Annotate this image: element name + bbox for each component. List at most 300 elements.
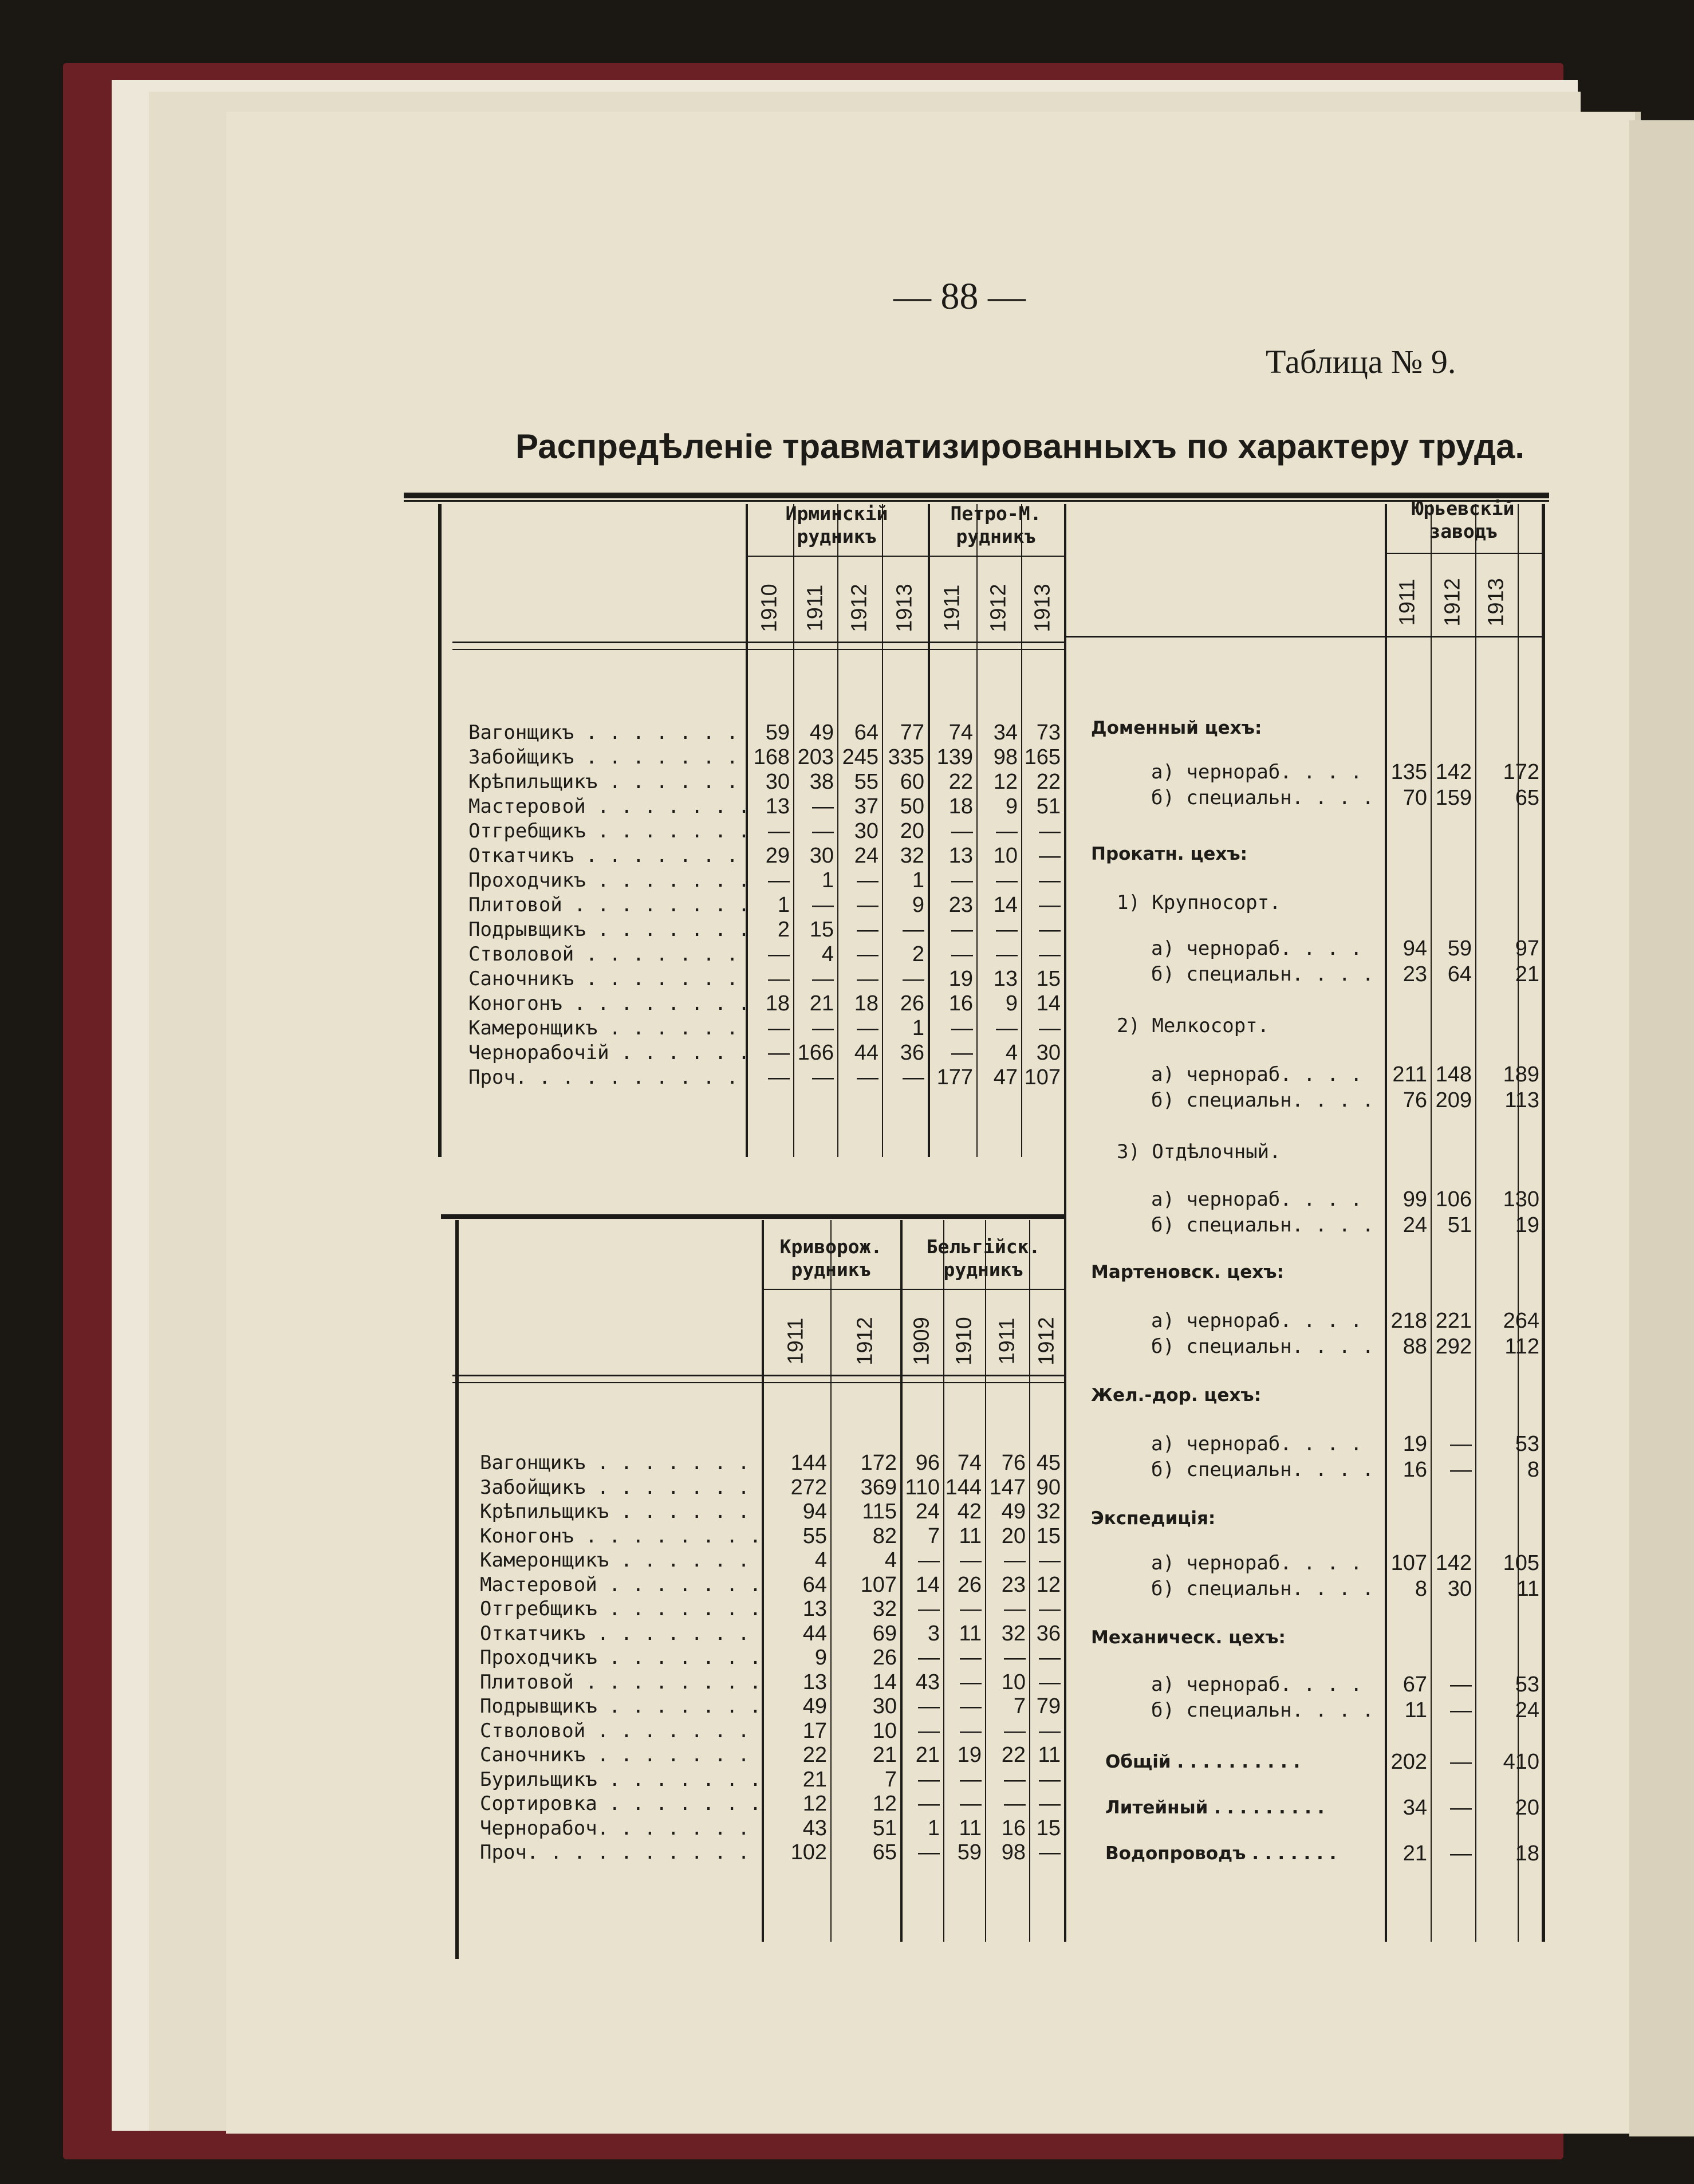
table2-cell: 14 <box>915 1572 940 1597</box>
table2-cell: — <box>960 1548 982 1572</box>
table3-cell: 23 <box>1403 962 1427 986</box>
table3-cell: 19 <box>1515 1213 1539 1237</box>
table2-year: 1912 <box>1034 1317 1058 1366</box>
table2-cell: 26 <box>957 1572 982 1597</box>
table2-cell: 59 <box>957 1840 982 1864</box>
table1-row-label: Проч. . . . . . . . . . <box>468 1066 750 1089</box>
table2-cell: 17 <box>802 1718 827 1743</box>
left-border-lower <box>455 1220 459 1959</box>
table2-cell: 115 <box>862 1500 897 1524</box>
table1-cell: 22 <box>948 770 973 794</box>
table1-group-label: Ирминскій рудникъ <box>785 502 888 548</box>
facing-page <box>1629 120 1694 2136</box>
table1-group-rule <box>746 556 1064 557</box>
right-border <box>1542 504 1545 1942</box>
table1-group-label: Петро-М. рудникъ <box>950 502 1042 548</box>
table2-cell: — <box>918 1548 940 1572</box>
table1-cell: — <box>768 868 790 892</box>
table3-row-label: а) чернораб. . . . <box>1151 1433 1374 1455</box>
table2-cell: 12 <box>1036 1572 1061 1597</box>
table2-cell: 22 <box>802 1743 827 1767</box>
table1-year: 1912 <box>986 584 1011 632</box>
table1-cell: 2 <box>912 942 924 966</box>
table1-cell: 107 <box>1024 1065 1061 1089</box>
table1-cell: 22 <box>1036 770 1061 794</box>
table2-cell: 13 <box>802 1670 827 1694</box>
table2-cell: 11 <box>1038 1743 1061 1767</box>
table1-cell: 29 <box>765 844 790 868</box>
table1-cell: 30 <box>809 844 834 868</box>
table1-cell: 14 <box>1036 991 1061 1016</box>
table2-cell: 44 <box>802 1621 827 1646</box>
table2-cell: 16 <box>1001 1816 1026 1840</box>
table2-year: 1909 <box>909 1317 933 1366</box>
table3-row-label: Экспедиція: <box>1091 1508 1216 1529</box>
table3-row-label: б) специальн. . . . <box>1151 1335 1374 1358</box>
table1-cell: 12 <box>993 770 1018 794</box>
table1-cell: — <box>1039 868 1061 892</box>
table1-cell: — <box>903 967 924 991</box>
table3-cell: 8 <box>1527 1458 1539 1482</box>
table3-cell: 88 <box>1403 1335 1427 1359</box>
table2-cell: 10 <box>1001 1670 1026 1694</box>
table3-cell: 30 <box>1447 1577 1472 1601</box>
table3-row-label: Мартеновск. цехъ: <box>1091 1262 1284 1282</box>
table1-cell: — <box>768 942 790 966</box>
table2-cell: 49 <box>802 1694 827 1718</box>
table1-cell: — <box>812 794 834 818</box>
table1-column-rule <box>1064 504 1065 1157</box>
table2-cell: 11 <box>959 1524 982 1548</box>
table1-cell: 245 <box>842 745 878 769</box>
table2-cell: 36 <box>1036 1621 1061 1646</box>
table2-cell: — <box>960 1718 982 1743</box>
table1-row-label: Коногонъ . . . . . . . . <box>468 992 750 1015</box>
table3-cell: 211 <box>1392 1063 1427 1087</box>
table1-cell: 32 <box>900 844 924 868</box>
table1-year: 1911 <box>940 584 964 632</box>
table1-cell: 51 <box>1036 794 1061 818</box>
table3-cell: — <box>1450 1796 1472 1820</box>
table1-cell: — <box>812 819 834 843</box>
table1-cell: — <box>857 1065 878 1089</box>
table3-cell: 21 <box>1515 962 1539 986</box>
table1-cell: 37 <box>854 794 878 818</box>
table2-cell: 21 <box>802 1767 827 1792</box>
table3-cell: 202 <box>1390 1750 1427 1774</box>
table3-cell: 159 <box>1435 786 1472 810</box>
table1-cell: 21 <box>809 991 834 1016</box>
table2-cell: — <box>1039 1597 1061 1621</box>
top-thin-rule <box>404 500 1549 502</box>
table1-cell: — <box>768 1041 790 1065</box>
table1-cell: — <box>768 1016 790 1040</box>
table3-row-label: б) специальн. . . . <box>1151 1699 1374 1722</box>
table3-cell: 264 <box>1503 1309 1539 1333</box>
table2-row-label: Сортировка . . . . . . . <box>480 1792 762 1815</box>
table1-cell: 1 <box>912 868 924 892</box>
table1-cell: — <box>951 819 973 843</box>
table1-row-label: Саночникъ . . . . . . . <box>468 967 750 990</box>
table2-cell: 98 <box>1001 1840 1026 1864</box>
table1-row-label: Подрывщикъ . . . . . . . <box>468 918 750 941</box>
table3-cell: 105 <box>1503 1551 1539 1575</box>
table2-cell: 9 <box>814 1646 827 1670</box>
table3-cell: 99 <box>1403 1187 1427 1211</box>
table1-cell: — <box>951 1041 973 1065</box>
table3-cell: 34 <box>1403 1796 1427 1820</box>
table2-cell: 24 <box>915 1500 940 1524</box>
table2-row-label: Стволовой . . . . . . . <box>480 1719 762 1742</box>
table1-cell: 1 <box>777 893 790 917</box>
table3-row-label: Жел.-дор. цехъ: <box>1091 1385 1262 1406</box>
table2-cell: 12 <box>872 1792 897 1816</box>
table3-cell: 20 <box>1515 1796 1539 1820</box>
table2-cell: 65 <box>872 1840 897 1864</box>
table3-year: 1913 <box>1484 578 1508 627</box>
table-title: Распредѣленіе травматизированныхъ по характеру труда. <box>515 427 1525 466</box>
table3-row-label: б) специальн. . . . <box>1151 786 1374 809</box>
table1-cell: 4 <box>1005 1041 1018 1065</box>
table1-year: 1912 <box>847 584 872 632</box>
table3-row-label: б) специальн. . . . <box>1151 1089 1374 1112</box>
table2-cell: 74 <box>957 1451 982 1475</box>
table1-cell: — <box>812 893 834 917</box>
table1-cell: — <box>951 1016 973 1040</box>
table3-cell: 76 <box>1403 1088 1427 1112</box>
table1-cell: — <box>857 1016 878 1040</box>
table1-row-label: Отгребщикъ . . . . . . . <box>468 820 750 843</box>
table2-cell: — <box>918 1767 940 1792</box>
table3-row-label: а) чернораб. . . . <box>1151 1063 1374 1086</box>
table2-cell: 7 <box>927 1524 940 1548</box>
table1-row-label: Стволовой . . . . . . . <box>468 943 750 966</box>
table1-row-label: Чернорабочій . . . . . . <box>468 1041 750 1064</box>
table2-row-label: Бурильщикъ . . . . . . . <box>480 1768 762 1791</box>
table2-year: 1912 <box>853 1317 877 1366</box>
table2-group-rule <box>762 1289 1064 1290</box>
table3-cell: 189 <box>1503 1063 1539 1087</box>
table3-cell: 59 <box>1447 936 1472 961</box>
table2-cell: — <box>960 1670 982 1694</box>
table1-cell: 4 <box>821 942 834 966</box>
table3-row-label: а) чернораб. . . . <box>1151 1309 1374 1332</box>
table3-cell: 142 <box>1435 760 1472 784</box>
table2-cell: — <box>1004 1548 1026 1572</box>
table1-cell: — <box>951 868 973 892</box>
table1-cell: — <box>996 819 1018 843</box>
table2-cell: 172 <box>860 1451 897 1475</box>
table2-cell: 21 <box>915 1743 940 1767</box>
table3-cell: 107 <box>1390 1551 1427 1575</box>
table2-year: 1911 <box>783 1317 808 1365</box>
table3-row-label: б) специальн. . . . <box>1151 1577 1374 1600</box>
table1-cell: — <box>903 1065 924 1089</box>
table3-cell: — <box>1450 1841 1472 1866</box>
table3-row-label: Прокатн. цехъ: <box>1091 844 1248 864</box>
table2-cell: 10 <box>872 1718 897 1743</box>
table1-cell: 166 <box>797 1041 834 1065</box>
table2-cell: 144 <box>945 1475 982 1500</box>
table2-row-label: Камеронщикъ . . . . . . <box>480 1549 762 1572</box>
table1-cell: 18 <box>948 794 973 818</box>
table2-cell: 94 <box>802 1500 827 1524</box>
table2-row-label: Мастеровой . . . . . . . <box>480 1573 762 1596</box>
table1-cell: — <box>951 918 973 942</box>
table2-group-label: Криворож. рудникъ <box>779 1235 883 1281</box>
table2-cell: 79 <box>1036 1694 1061 1718</box>
table1-cell: — <box>1039 844 1061 868</box>
table1-cell: 47 <box>993 1065 1018 1089</box>
table3-cell: 21 <box>1403 1841 1427 1866</box>
table2-cell: 7 <box>884 1767 897 1792</box>
table1-row-label: Вагонщикъ . . . . . . . <box>468 721 750 744</box>
table2-row-label: Чернорабоч. . . . . . . <box>480 1816 762 1840</box>
table2-row-label: Проходчикъ . . . . . . . <box>480 1646 762 1669</box>
table2-year: 1911 <box>995 1317 1019 1365</box>
table1-cell: 2 <box>777 918 790 942</box>
table1-cell: — <box>812 1065 834 1089</box>
table2-cell: 42 <box>957 1500 982 1524</box>
table1-year: 1913 <box>1030 584 1054 632</box>
table1-cell: — <box>996 868 1018 892</box>
table2-cell: — <box>1004 1718 1026 1743</box>
table2-cell: 107 <box>860 1572 897 1597</box>
table3-row-label: а) чернораб. . . . <box>1151 1552 1374 1575</box>
table1-cell: 335 <box>888 745 924 769</box>
table2-cell: 49 <box>1001 1500 1026 1524</box>
table2-cell: 3 <box>927 1621 940 1646</box>
table2-cell: — <box>1004 1767 1026 1792</box>
table3-row-label: 2) Мелкосорт. <box>1117 1014 1270 1037</box>
table3-cell: 8 <box>1415 1577 1427 1601</box>
table1-cell: — <box>812 967 834 991</box>
table3-cell: 11 <box>1404 1698 1427 1722</box>
table3-cell: — <box>1450 1432 1472 1456</box>
table3-row-label: б) специальн. . . . <box>1151 1214 1374 1237</box>
table3-row-label: 3) Отдѣлочный. <box>1117 1140 1281 1163</box>
table2-cell: — <box>1039 1548 1061 1572</box>
table3-cell: 209 <box>1435 1088 1472 1112</box>
table3-cell: — <box>1450 1698 1472 1722</box>
left-border-upper <box>438 504 442 1157</box>
table2-cell: — <box>918 1597 940 1621</box>
table2-cell: 21 <box>872 1743 897 1767</box>
table2-cell: — <box>918 1694 940 1718</box>
table2-cell: — <box>1039 1646 1061 1670</box>
table2-cell: 7 <box>1013 1694 1026 1718</box>
table1-cell: 60 <box>900 770 924 794</box>
table1-cell: — <box>768 819 790 843</box>
table2-cell: — <box>918 1646 940 1670</box>
table1-cell: 18 <box>854 991 878 1016</box>
table2-cell: 4 <box>814 1548 827 1572</box>
table2-row-label: Плитовой . . . . . . . . <box>480 1670 762 1694</box>
table3-cell: 135 <box>1390 760 1427 784</box>
table3-cell: 24 <box>1403 1213 1427 1237</box>
table2-cell: — <box>1004 1646 1026 1670</box>
table2-cell: — <box>1039 1792 1061 1816</box>
table2-cell: 110 <box>905 1475 940 1500</box>
table1-row-label: Забойщикъ . . . . . . . <box>468 746 750 769</box>
table1-cell: 59 <box>765 721 790 745</box>
table2-cell: — <box>1039 1840 1061 1864</box>
table3-cell: 221 <box>1435 1309 1472 1333</box>
table1-cell: 50 <box>900 794 924 818</box>
table1-cell: — <box>951 942 973 966</box>
table1-cell: — <box>1039 819 1061 843</box>
table2-cell: 22 <box>1001 1743 1026 1767</box>
table2-cell: — <box>960 1597 982 1621</box>
table1-cell: 98 <box>993 745 1018 769</box>
table1-row-label: Камеронщикъ . . . . . . <box>468 1017 750 1040</box>
table3-row-label: б) специальн. . . . <box>1151 1458 1374 1481</box>
table3-cell: 172 <box>1503 760 1539 784</box>
table1-cell: 49 <box>809 721 834 745</box>
table1-bottom-rule <box>441 1214 1065 1219</box>
table1-cell: — <box>996 1016 1018 1040</box>
table2-cell: 144 <box>790 1451 827 1475</box>
table2-cell: 32 <box>872 1597 897 1621</box>
table1-cell: 1 <box>821 868 834 892</box>
table2-cell: 82 <box>872 1524 897 1548</box>
table3-cell: 67 <box>1403 1673 1427 1697</box>
table2-cell: — <box>1039 1718 1061 1743</box>
table3-group-label: Юрьевскій заводъ <box>1412 497 1515 542</box>
table3-cell: 112 <box>1504 1335 1539 1359</box>
table2-cell: 20 <box>1001 1524 1026 1548</box>
table-number: Таблица № 9. <box>1266 343 1456 380</box>
table2-cell: — <box>918 1840 940 1864</box>
table3-cell: — <box>1450 1458 1472 1482</box>
table2-row-label: Крѣпильщикъ . . . . . . <box>480 1500 762 1523</box>
table3-cell: 24 <box>1515 1698 1539 1722</box>
table1-cell: 44 <box>854 1041 878 1065</box>
table3-cell: 410 <box>1503 1750 1539 1774</box>
table3-cell: — <box>1450 1750 1472 1774</box>
table1-cell: 18 <box>765 991 790 1016</box>
top-thick-rule <box>404 493 1549 498</box>
table2-cell: 369 <box>860 1475 897 1500</box>
table2-cell: 32 <box>1036 1500 1061 1524</box>
table3-cell: 106 <box>1435 1187 1472 1211</box>
table1-cell: 10 <box>993 844 1018 868</box>
table3-row-label: Литейный . . . . . . . . . <box>1105 1797 1325 1818</box>
table1-row-label: Крѣпильщикъ . . . . . . <box>468 770 750 793</box>
table2-cell: — <box>1039 1767 1061 1792</box>
table1-cell: 165 <box>1024 745 1061 769</box>
table1-cell: — <box>857 868 878 892</box>
table1-cell: — <box>857 918 878 942</box>
table3-cell: 53 <box>1515 1673 1539 1697</box>
table1-cell: 24 <box>854 844 878 868</box>
table2-cell: 1 <box>927 1816 940 1840</box>
table3-header-rule <box>1064 636 1542 638</box>
table2-row-label: Саночникъ . . . . . . . <box>480 1744 762 1766</box>
table2-cell: 90 <box>1036 1475 1061 1500</box>
table2-cell: 45 <box>1036 1451 1061 1475</box>
table3-cell: 16 <box>1403 1458 1427 1482</box>
table1-cell: — <box>1039 942 1061 966</box>
table2-cell: — <box>918 1792 940 1816</box>
table1-cell: 203 <box>797 745 834 769</box>
table1-cell: — <box>1039 893 1061 917</box>
table1-cell: 177 <box>936 1065 973 1089</box>
table1-cell: 19 <box>948 967 973 991</box>
table3-cell: 148 <box>1435 1063 1472 1087</box>
table1-cell: 77 <box>900 721 924 745</box>
table2-cell: 147 <box>989 1475 1026 1500</box>
table3-cell: 94 <box>1403 936 1427 961</box>
table3-cell: 19 <box>1403 1432 1427 1456</box>
table2-cell: 12 <box>802 1792 827 1816</box>
table1-row-label: Откатчикъ . . . . . . . <box>468 844 750 867</box>
table3-cell: — <box>1450 1673 1472 1697</box>
table1-year: 1911 <box>803 584 827 632</box>
table1-cell: — <box>857 967 878 991</box>
table3-cell: 130 <box>1503 1187 1539 1211</box>
table2-cell: — <box>960 1646 982 1670</box>
table2-cell: 19 <box>957 1743 982 1767</box>
table1-cell: 9 <box>1005 991 1018 1016</box>
table3-row-label: б) специальн. . . . <box>1151 963 1374 986</box>
table3-cell: 64 <box>1447 962 1472 986</box>
table1-cell: 13 <box>948 844 973 868</box>
table2-cell: 11 <box>959 1621 982 1646</box>
table1-cell: — <box>1039 1016 1061 1040</box>
table1-cell: — <box>903 918 924 942</box>
table2-cell: — <box>1039 1670 1061 1694</box>
table2-row-label: Проч. . . . . . . . . . <box>480 1841 762 1864</box>
table2-cell: 26 <box>872 1646 897 1670</box>
table3-cell: 97 <box>1515 936 1539 961</box>
table1-cell: 20 <box>900 819 924 843</box>
table3-cell: 218 <box>1390 1309 1427 1333</box>
table1-cell: — <box>996 942 1018 966</box>
table2-cell: 15 <box>1036 1524 1061 1548</box>
table1-cell: 15 <box>809 918 834 942</box>
table2-cell: 4 <box>884 1548 897 1572</box>
table3-row-label: а) чернораб. . . . <box>1151 1188 1374 1211</box>
table1-row-label: Проходчикъ . . . . . . . <box>468 869 750 892</box>
table2-cell: 32 <box>1001 1621 1026 1646</box>
table2-cell: 55 <box>802 1524 827 1548</box>
table2-cell: — <box>960 1694 982 1718</box>
table2-cell: 43 <box>915 1670 940 1694</box>
table3-cell: 65 <box>1515 786 1539 810</box>
table3-cell: 53 <box>1515 1432 1539 1456</box>
table3-row-label: а) чернораб. . . . <box>1151 937 1374 960</box>
table2-row-label: Коногонъ . . . . . . . . <box>480 1524 762 1548</box>
table2-row-label: Забойщикъ . . . . . . . <box>480 1475 762 1499</box>
table2-cell: 30 <box>872 1694 897 1718</box>
table3-row-label: 1) Крупносорт. <box>1117 891 1281 914</box>
table2-cell: — <box>1004 1597 1026 1621</box>
table3-row-label: а) чернораб. . . . <box>1151 1673 1374 1696</box>
table1-year: 1913 <box>892 584 917 632</box>
table2-cell: 14 <box>872 1670 897 1694</box>
table3-cell: 18 <box>1515 1841 1539 1866</box>
table1-cell: 38 <box>809 770 834 794</box>
table1-cell: 13 <box>993 967 1018 991</box>
table2-cell: 23 <box>1001 1572 1026 1597</box>
table2-header-rule2 <box>452 1382 1064 1383</box>
table2-cell: 15 <box>1036 1816 1061 1840</box>
table1-cell: 1 <box>912 1016 924 1040</box>
table1-cell: — <box>1039 918 1061 942</box>
table2-cell: 76 <box>1001 1451 1026 1475</box>
table1-cell: — <box>768 1065 790 1089</box>
